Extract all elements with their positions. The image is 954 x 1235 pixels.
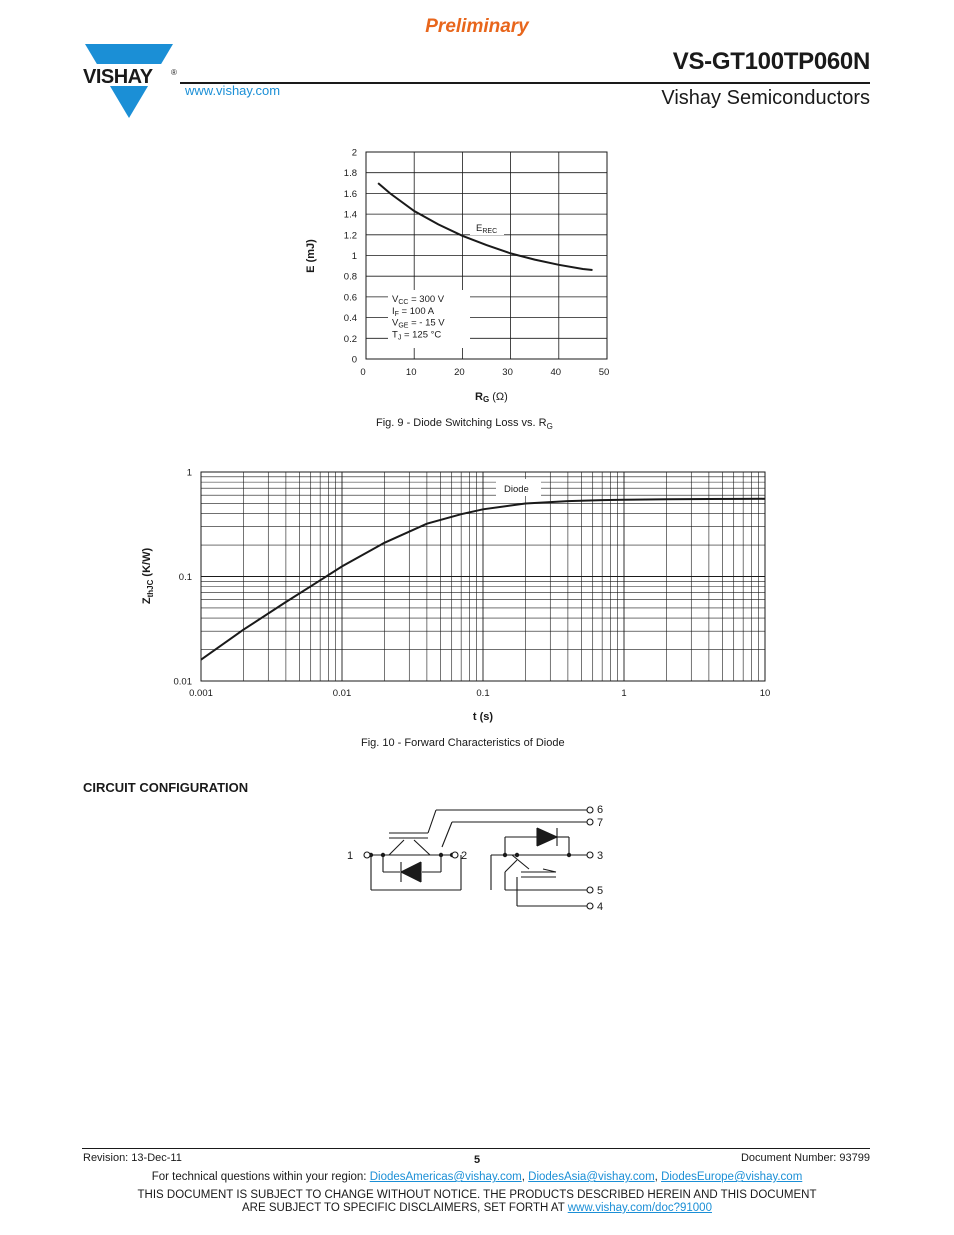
fig10-x-tick-label: 1 (621, 688, 627, 699)
fig10-caption: Fig. 10 - Forward Characteristics of Diode (361, 737, 565, 749)
disclaimer-link[interactable]: www.vishay.com/doc?91000 (567, 1202, 712, 1214)
fig9-x-axis-label: RG (Ω) (475, 391, 508, 404)
circuit-configuration-title: CIRCUIT CONFIGURATION (83, 780, 249, 795)
fig10-legend-label: Diode (504, 484, 529, 495)
fig9-y-tick-label: 0.4 (343, 313, 357, 325)
fig9-x-tick-label: 30 (502, 367, 513, 378)
fig10-y-tick-label: 0.01 (173, 676, 192, 688)
pin-4-label: 4 (597, 901, 604, 913)
footer-rule (82, 1148, 870, 1149)
pin-7-label: 7 (597, 817, 604, 829)
logo-text: VISHAY (83, 66, 153, 88)
email-asia-link[interactable]: DiodesAsia@vishay.com (528, 1171, 655, 1183)
fig10-x-tick-label: 0.001 (189, 688, 213, 699)
pin-2-label: 2 (461, 850, 468, 862)
fig9-y-tick-label: 0.6 (343, 292, 357, 304)
fig10-x-tick-label: 10 (759, 688, 771, 699)
fig9-caption: Fig. 9 - Diode Switching Loss vs. $R_G$ (376, 417, 553, 432)
fig9-y-tick-label: 1 (351, 251, 357, 262)
technical-contact-line: For technical questions within your region: DiodesAmericas@vishay.com, DiodesAsia@vishay.com, DiodesEurope@vishay.com (151, 1171, 803, 1183)
fig9-y-tick-label: 0 (351, 354, 357, 366)
page-number: 5 (473, 1154, 481, 1166)
fig10-y-tick-label: 1 (186, 467, 192, 479)
fig9-y-tick-label: 0.2 (343, 333, 357, 345)
pin-5-label: 5 (597, 885, 604, 897)
fig9-y-tick-label: 0.8 (343, 271, 357, 283)
fig9-y-tick-label: 2 (351, 147, 357, 159)
logo-registered-mark: ® (171, 68, 177, 77)
fig9-x-tick-label: 50 (598, 367, 610, 378)
fig9-y-tick-label: 1.4 (343, 209, 357, 221)
document-number: Document Number: 93799 (740, 1152, 870, 1164)
fig10-x-tick-label: 0.01 (332, 688, 352, 699)
revision-date: Revision: 13-Dec-11 (83, 1152, 182, 1164)
pin-3-label: 3 (597, 850, 604, 862)
fig9-curve-label: $E_{REC}$ (476, 223, 498, 235)
fig9-condition-line: $I_F = 100$ A (392, 305, 435, 318)
email-americas-link[interactable]: DiodesAmericas@vishay.com (369, 1171, 522, 1183)
fig10-y-tick-label: 0.1 (178, 572, 192, 583)
company-name: Vishay Semiconductors (661, 87, 870, 109)
fig9-x-tick-label: 20 (454, 367, 465, 378)
fig9-x-tick-label: 40 (550, 367, 562, 378)
fig9-y-tick-label: 1.2 (343, 230, 357, 242)
fig9-condition-line: $T_J = 125$ °C (392, 329, 442, 342)
disclaimer-line-1: THIS DOCUMENT IS SUBJECT TO CHANGE WITHOUT NOTICE. THE PRODUCTS DESCRIBED HEREIN AND THIS DOCUMENT (137, 1189, 817, 1201)
fig10-y-axis-label: $Z_{thJC}$ (K/W) (141, 547, 155, 605)
fig9-y-tick-label: 1.8 (343, 168, 357, 180)
fig9-condition-line: $V_{CC} = 300$ V (392, 294, 445, 306)
fig9-x-tick-label: 0 (360, 367, 366, 378)
fig9-y-tick-label: 1.6 (343, 188, 357, 200)
fig10-x-axis-label: t (s) (472, 711, 494, 723)
part-number: VS-GT100TP060N (672, 48, 870, 75)
fig9-x-tick-label: 10 (405, 367, 417, 378)
fig9-condition-line: $V_{GE}$ = - 15 V (392, 317, 445, 330)
fig10-x-tick-label: 0.1 (476, 688, 490, 699)
website-link[interactable]: www.vishay.com (185, 83, 281, 98)
email-europe-link[interactable]: DiodesEurope@vishay.com (661, 1171, 803, 1183)
pin-6-label: 6 (597, 804, 604, 816)
pin-1-label: 1 (347, 850, 354, 862)
disclaimer-line-2: ARE SUBJECT TO SPECIFIC DISCLAIMERS, SET FORTH AT www.vishay.com/doc?91000 (242, 1202, 712, 1214)
preliminary-label: Preliminary (425, 16, 529, 37)
fig9-y-axis-label: E (mJ) (305, 239, 317, 273)
